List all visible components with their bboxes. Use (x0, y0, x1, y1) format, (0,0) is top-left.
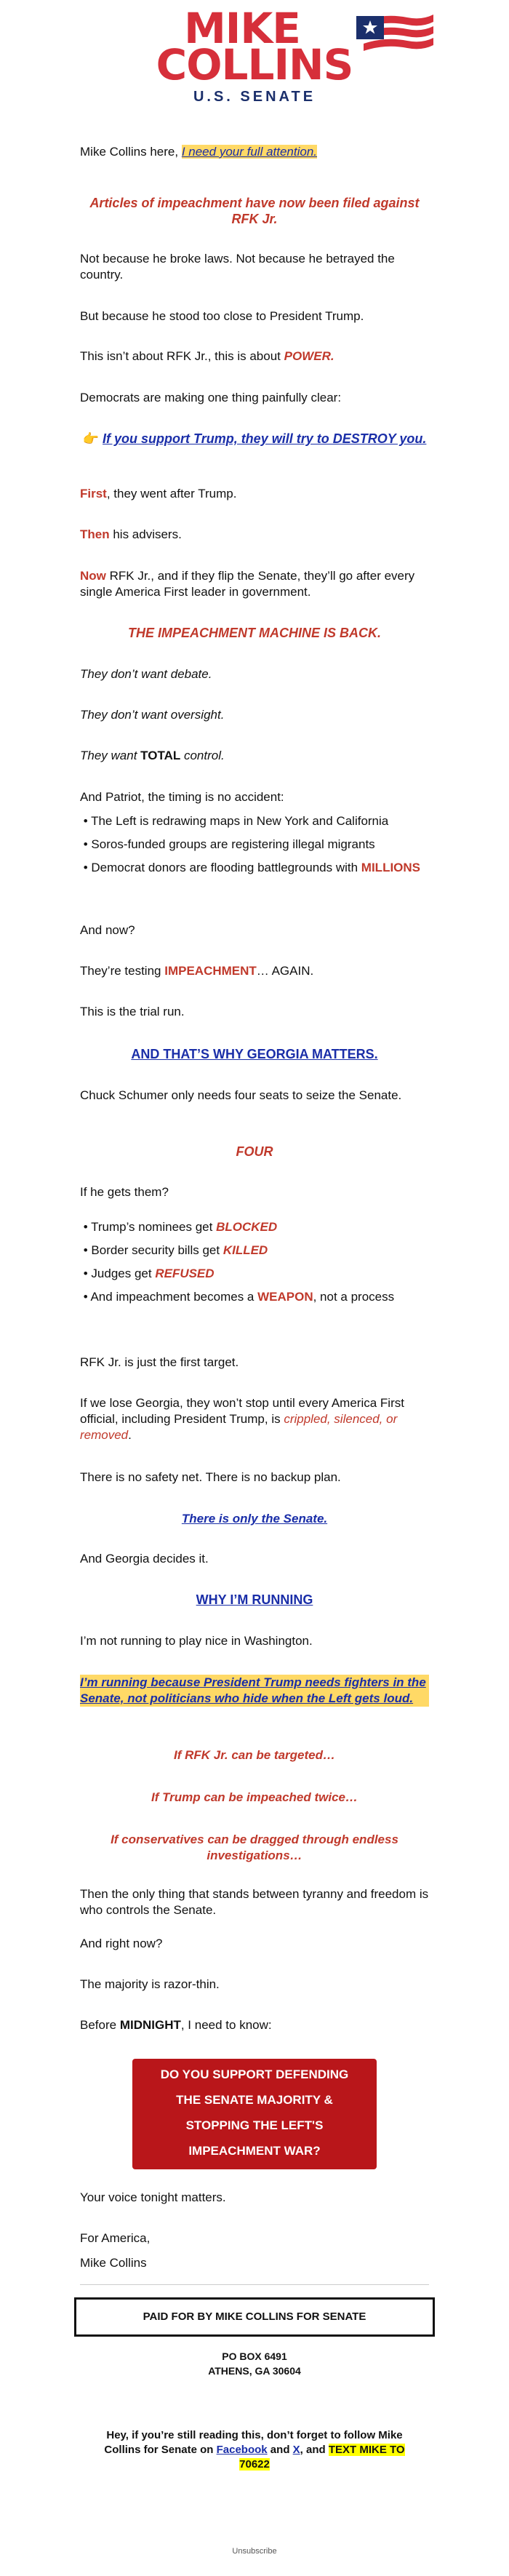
list-item: • Soros-funded groups are registering illegal migrants (80, 837, 375, 851)
why-running-heading[interactable]: WHY I’M RUNNING (196, 1592, 313, 1607)
testing-lead: They’re testing (80, 964, 165, 978)
paragraph-not-because: Not because he broke laws. Not because he betrayed the country. (80, 252, 395, 282)
now-rest: RFK Jr., and if they flip the Senate, they’ll go after every single America First leader in government. (80, 569, 415, 599)
text-mike-link[interactable]: TEXT MIKE TO 70622 (239, 2444, 405, 2471)
then-emph: Then (80, 527, 110, 541)
list-item-text: Soros-funded groups are registering illegal migrants (91, 837, 375, 851)
paragraph-trial: This is the trial run. (80, 1005, 185, 1018)
intro-highlight[interactable]: I need your full attention. (181, 145, 318, 159)
follow-and: and (267, 2444, 293, 2456)
logo-name-last: COLLINS (156, 40, 353, 89)
paragraph-first (80, 486, 429, 502)
want-oversight: They don’t want oversight. (80, 708, 225, 722)
lose-emph: crippled, silenced, or removed (80, 1412, 398, 1442)
paragraph-if-gets: If he gets them? (80, 1185, 169, 1199)
list-item: • The Left is redrawing maps in New York and California (80, 814, 389, 828)
unsubscribe-link[interactable]: Unsubscribe (232, 2547, 277, 2556)
control-rest: control. (180, 749, 225, 762)
midnight-emph: MIDNIGHT (119, 2018, 181, 2032)
follow-comma: , and (300, 2444, 329, 2456)
testing-emph: IMPEACHMENT (164, 964, 257, 978)
fighters-highlight[interactable]: I’m running because President Trump needs fighters in the Senate, not politicians who hide when the Left gets loud. (80, 1675, 429, 1707)
refused-emph: REFUSED (155, 1267, 215, 1280)
if-conservatives: If conservatives can be dragged through endless investigations… (111, 1833, 398, 1862)
midnight-rest: , I need to know: (180, 2018, 272, 2032)
paragraph-tyranny: Then the only thing that stands between tyranny and freedom is who controls the Senate. (80, 1887, 429, 1917)
paid-for-box: PAID FOR BY MIKE COLLINS FOR SENATE (74, 2297, 435, 2337)
testing-rest: … AGAIN. (256, 964, 314, 978)
list-item-text: And impeachment becomes a (90, 1290, 258, 1304)
blocked-emph: BLOCKED (216, 1220, 278, 1234)
lose-rest: . (128, 1428, 132, 1442)
destroy-callout (80, 431, 429, 447)
list-item: • Judges get REFUSED (80, 1267, 215, 1280)
then-rest: his advisers. (109, 527, 182, 541)
pointing-hand-icon: 👉 (82, 431, 100, 446)
paragraph-no-safety: There is no safety net. There is no backup plan. (80, 1470, 341, 1484)
address-line-2: ATHENS, GA 30604 (208, 2365, 301, 2377)
cta-line: THE SENATE MAJORITY & (176, 2093, 333, 2107)
paragraph-patriot: And Patriot, the timing is no accident: (80, 790, 284, 804)
divider (80, 2284, 429, 2285)
list-item-rest: , not a process (313, 1290, 395, 1304)
want-control (80, 748, 429, 764)
now-emph: Now (80, 569, 106, 583)
paragraph-then (80, 527, 429, 543)
address-line-1: PO BOX 6491 (222, 2350, 287, 2362)
consequence-list (80, 1219, 429, 1312)
paragraph-decides: And Georgia decides it. (80, 1552, 209, 1566)
follow-paragraph (80, 2428, 429, 2472)
first-rest: , they went after Trump. (106, 487, 237, 501)
paragraph-and-now: And now? (80, 923, 135, 937)
paragraph-power (80, 348, 429, 364)
articles-heading (80, 195, 429, 227)
cta-line: IMPEACHMENT WAR? (188, 2144, 321, 2158)
paragraph-now (80, 568, 429, 600)
list-item-text: The Left is redrawing maps in New York and California (91, 814, 389, 828)
cta-line: STOPPING THE LEFT'S (185, 2118, 324, 2132)
destroy-link[interactable]: If you support Trump, they will try to DESTROY you. (103, 431, 427, 446)
paragraph-schumer: Chuck Schumer only needs four seats to seize the Senate. (80, 1088, 402, 1102)
logo-name-first: MIKE (184, 4, 300, 53)
first-emph: First (80, 487, 107, 501)
paragraph-right-now: And right now? (80, 1937, 163, 1950)
georgia-heading[interactable]: AND THAT’S WHY GEORGIA MATTERS. (131, 1047, 378, 1061)
list-item-text: Border security bills get (91, 1243, 223, 1257)
power-lead: This isn’t about RFK Jr., this is about (80, 349, 284, 363)
list-item-text: Trump’s nominees get (91, 1220, 217, 1234)
intro-paragraph (80, 144, 429, 160)
list-item-text: Democrat donors are flooding battlegrounds with (91, 861, 361, 874)
logo-subtitle: U.S. SENATE (193, 89, 316, 105)
machine-heading: THE IMPEACHMENT MACHINE IS BACK. (127, 626, 381, 640)
paragraph-midnight (80, 2017, 429, 2033)
only-senate-link[interactable]: There is only the Senate. (181, 1512, 328, 1526)
paragraph-democrats: Democrats are making one thing painfully clear: (80, 391, 342, 404)
millions-emph: MILLIONS (361, 861, 421, 874)
x-link[interactable]: X (292, 2444, 300, 2456)
paragraph-razor: The majority is razor-thin. (80, 1977, 220, 1991)
logo (80, 0, 429, 119)
four-heading: FOUR (236, 1144, 273, 1159)
lose-lead: If we lose Georgia, they won’t stop until every America First official, including President Trump, is (80, 1396, 404, 1426)
paragraph-not-nice: I’m not running to play nice in Washington. (80, 1634, 313, 1648)
paragraph-first-target: RFK Jr. is just the first target. (80, 1355, 239, 1369)
weapon-emph: WEAPON (257, 1290, 313, 1304)
list-item: • Democrat donors are flooding battlegrounds with MILLIONS (80, 861, 421, 874)
flag-icon (356, 10, 436, 55)
list-item: • Border security bills get KILLED (80, 1243, 268, 1257)
follow-lead: Hey, if you’re still reading this, don’t forget to follow Mike Collins for Senate on (104, 2429, 403, 2456)
paragraph-testing (80, 963, 429, 979)
power-emph: POWER. (284, 349, 334, 363)
facebook-link[interactable]: Facebook (216, 2444, 268, 2456)
paragraph-voice: Your voice tonight matters. (80, 2190, 226, 2204)
list-item-text: Judges get (91, 1267, 156, 1280)
intro-lead: Mike Collins here, (80, 145, 182, 159)
articles-text: Articles of impeachment have now been filed against RFK Jr. (89, 196, 420, 226)
cta-line: DO YOU SUPPORT DEFENDING (160, 2067, 349, 2081)
midnight-lead: Before (80, 2018, 120, 2032)
cta-button[interactable] (132, 2059, 377, 2169)
paragraph-too-close: But because he stood too close to President Trump. (80, 309, 364, 323)
list-item: • And impeachment becomes a WEAPON, not a process (80, 1290, 395, 1304)
timing-list (80, 813, 429, 883)
if-trump: If Trump can be impeached twice… (151, 1790, 358, 1804)
list-item: • Trump’s nominees get BLOCKED (80, 1220, 278, 1234)
want-debate: They don’t want debate. (80, 667, 212, 681)
control-emph: TOTAL (140, 749, 181, 762)
paragraph-lose-georgia (80, 1395, 429, 1443)
signoff-name: Mike Collins (80, 2256, 147, 2270)
control-lead: They want (80, 749, 141, 762)
if-rfk: If RFK Jr. can be targeted… (174, 1748, 335, 1762)
signoff-line: For America, (80, 2231, 151, 2245)
killed-emph: KILLED (223, 1243, 268, 1257)
